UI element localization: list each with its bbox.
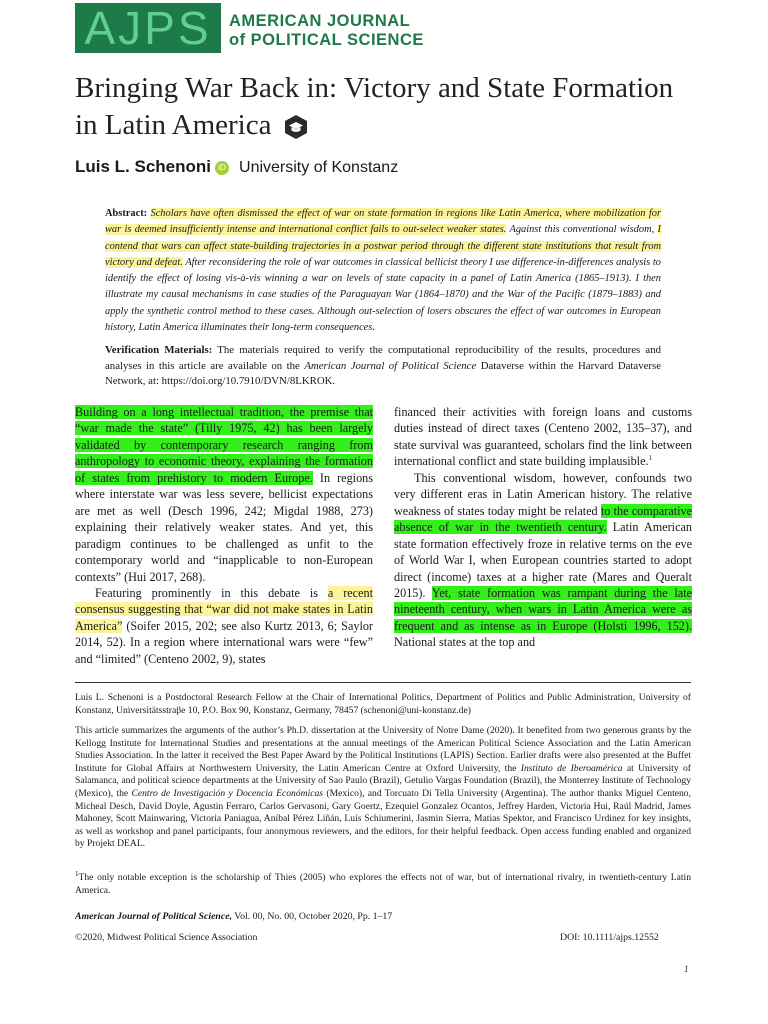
page-number: 1 <box>684 964 689 974</box>
body-text: In regions where interstate war was less severe, bellicist expectations are met as well (Desch 1996, 242; Migdal 1988, 273) explaining their relatively weaker states. And yet, this paradigm continues to be challenged as unfit to the contemporary world and “inapplicable to non-European contexts” (Hui 2017, 268). <box>75 470 373 584</box>
ack-text: This article summarizes the arguments of the author’s Ph.D. dissertation at the University of Notre Dame (2020). It benefited from two generous grants by the Kellogg Institute for International Studies and presentations at the annual meetings of the American Political Science Association and the Latin American Studies Association. In the latter it received the Best Paper Award by the Political Institutions (LAPIS) Section. Earlier drafts were also presented at the Buffet Institute for Global Affairs at Northwestern University, the Latin American Centre at Oxford University, the <box>75 725 691 774</box>
citation-journal: American Journal of Political Science, <box>75 911 233 922</box>
ack-italic: Instituto de Iberoamérica <box>520 762 623 774</box>
verification-label: Verification Materials: <box>105 344 213 356</box>
ack-italic: Centro de Investigación y Docencia Económicas <box>131 787 324 799</box>
body-text: financed their activities with foreign loans and customs duties instead of direct taxes (Centeno 2002, 135–37), and state survival was guaranteed, scholars find the link between international conflict and state building implausible. <box>394 405 692 469</box>
acknowledgements <box>75 725 691 851</box>
footnote-ref[interactable]: 1 <box>648 454 653 463</box>
title-line1: Bringing War Back in: Victory and State Formation <box>75 72 674 104</box>
article-title <box>75 70 695 144</box>
body-right-column <box>394 404 692 651</box>
footnote-text: The only notable exception is the scholarship of Thies (2005) who explores the effects not of war, but of international rivalry, in twentieth-century Latin America. <box>75 872 691 896</box>
author-line <box>75 157 398 177</box>
abstract-highlight: Scholars have often dismissed the effect of war on state formation in regions like Latin America, where mobilization for war is deemed insufficiently intense and international conflict fails to out-select weaker states. <box>105 208 661 236</box>
paragraph <box>394 470 692 651</box>
verification-text: The materials required to verify the computational reproducibility of the results, procedures and analyses in this article are available on the <box>105 344 661 372</box>
author-affiliation: University of Konstanz <box>239 159 399 176</box>
body-text: Featuring prominently in this debate is <box>95 585 328 600</box>
journal-name-line1: AMERICAN JOURNAL <box>229 12 411 30</box>
abstract <box>105 206 661 336</box>
citation-details: Vol. 00, No. 00, October 2020, Pp. 1–17 <box>232 911 393 922</box>
abstract-text: Against this conventional wisdom, <box>506 224 658 236</box>
abstract-text: After reconsidering the role of war outcomes in classical bellicist theory I use difference-in-differences analysis to identify the effect of losing vis-à-vis winning a war on levels of state capacity in a panel of Latin America (1865–1913). I then illustrate my causal mechanisms in case studies of the Paraguayan War (1864–1870) and the War of the Pacific (1879–1883) and apply the synthetic control method to these cases. Although out-selection of losers obscures the effect of war outcomes in European history, Latin America illuminates their long-term consequences. <box>105 256 661 334</box>
author-note: Luis L. Schenoni is a Postdoctoral Research Fellow at the Chair of International Politics, Department of Politics and Public Administration, University of Konstanz, Universitätsstraβe 10, P.O. Box 90, Konstanz, Germany, 78457 (schenoni@uni-konstanz.de) <box>75 692 691 716</box>
body-text: National states at the top and <box>394 635 536 650</box>
doi[interactable]: DOI: 10.1111/ajps.12552 <box>560 932 659 943</box>
body-text: This conventional wisdom, however, confounds two very different eras in Latin American history. The relative weakness of states today might be related <box>394 470 692 518</box>
copyright: ©2020, Midwest Political Science Association <box>75 932 258 943</box>
paragraph <box>75 404 373 585</box>
footnote-divider <box>75 682 691 683</box>
open-access-icon <box>283 114 309 140</box>
paragraph <box>394 404 692 470</box>
verification-text-end[interactable]: Dataverse within the Harvard Dataverse Network, at: https://doi.org/10.7910/DVN/8LKROK. <box>105 359 661 388</box>
verification-materials <box>105 343 661 390</box>
highlighted-text: a recent consensus suggesting that “war did not make states in Latin America” <box>75 585 373 633</box>
journal-name <box>229 12 424 50</box>
journal-name-line2: of POLITICAL SCIENCE <box>229 31 424 49</box>
abstract-label: Abstract: <box>105 208 148 219</box>
journal-logo: AJPS <box>75 3 221 53</box>
body-text: Latin American state formation effectively froze in relative terms on the eve of World War I, when European countries started to adopt direct (income) taxes at a higher rate (Mares and Queralt 2015). <box>394 520 692 600</box>
author-name[interactable]: Luis L. Schenoni <box>75 157 212 176</box>
body-left-column <box>75 404 373 667</box>
orcid-icon[interactable]: iD <box>215 161 229 175</box>
ack-text: at University of Salamanca, and political science departments at the University of Sao Paulo (Brazil), Getulio Vargas Foundation (Brazil), the Monterrey Institute of Technology (Mexico), the <box>75 762 691 799</box>
highlighted-text: Yet, state formation was rampant during the late nineteenth century, when wars in Latin America were as frequent and as intense as in Europe (Holsti 1996, 152). <box>394 585 692 633</box>
ack-text: (Mexico), and Torcuato Di Tella University (Argentina). The author thanks Miguel Centeno, Micheal Desch, David Doyle, Agustin Ferraro, Carlos Gervasoni, Gary Goertz, Ezequiel Gonzalez Ocantos, Jeffrey Harden, Victoria Hui, Raúl Madrid, James Mahoney, Scott Mainwaring, Victoria Paniagua, Aníbal Pérez Liñán, Luis Schiumerini, Jasmin Sierra, Matias Spektor, and Francisco Urdinez for key insights, as well as workshop and panel participants, four anonymous reviewers, and the editors, for their helpful feedback. Open access funding enabled and organized by Projekt DEAL. <box>75 787 691 850</box>
highlighted-text: Building on a long intellectual tradition, the premise that “war made the state” (Tilly 1975, 42) has been largely validated by contemporary research ranging from anthropology to economic theory, explaining the formation of states from prehistory to modern Europe. <box>75 405 373 485</box>
highlighted-text: to the comparative absence of war in the twentieth century. <box>394 503 692 535</box>
journal-citation <box>75 911 392 922</box>
title-line2: in Latin America <box>75 109 272 141</box>
footnote-number: 1 <box>75 869 79 878</box>
verification-journal: American Journal of Political Science <box>304 359 477 372</box>
body-text: (Soifer 2015, 202; see also Kurtz 2013, 6; Saylor 2014, 52). In a region where international wars were “few” and “limited” (Centeno 2002, 9), states <box>75 618 373 666</box>
paragraph <box>75 585 373 667</box>
abstract-highlight: I contend that wars can affect state-building trajectories in a postwar period through the different state institutions that result from victory and defeat. <box>105 224 661 268</box>
footnote-1 <box>75 869 691 897</box>
